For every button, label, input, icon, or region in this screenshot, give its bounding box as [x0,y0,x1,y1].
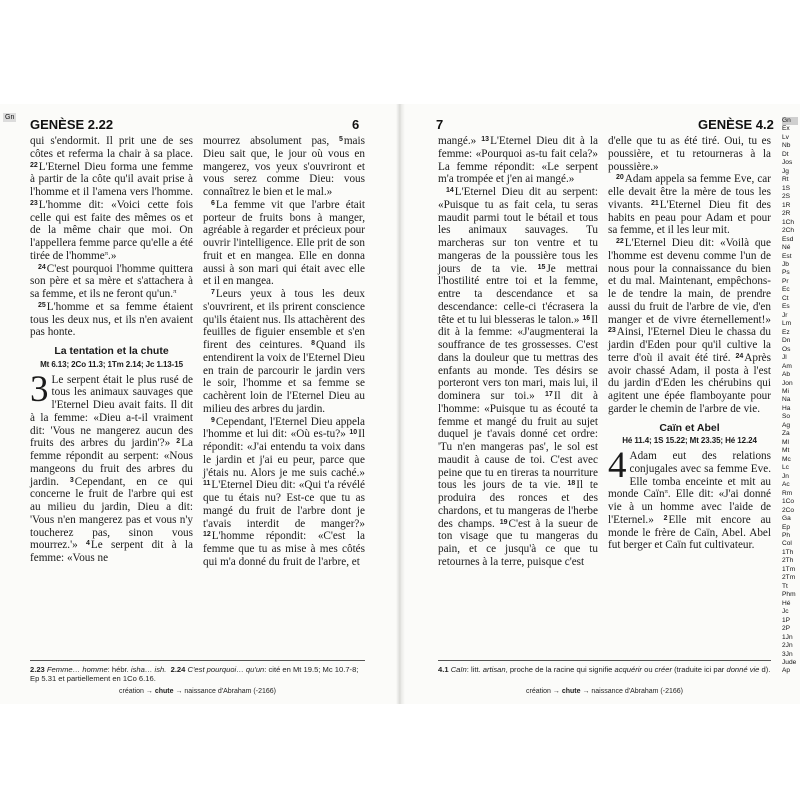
left-footnotes: 2.23 Femme… homme: hébr. isha… ish. 2.24 C'est pourquoi… qu'un: cité en Mt 19.5; Mc 10.7-8; Ep 5.31 et partiellement en 1Co 6.16. [30,665,359,683]
chapter-number: 4 [608,445,627,486]
book-index-item[interactable]: 2Ch [782,227,795,235]
book-index-item[interactable]: 2P [782,625,791,633]
book-index-item[interactable]: Ep [782,523,791,531]
book-index-item[interactable]: 2Tm [782,574,796,582]
book-index-item[interactable]: Esd [782,235,794,243]
book-index-item[interactable]: Mt [782,447,790,455]
book-index-item[interactable]: Jc [782,608,789,616]
chapter-number: 3 [30,368,49,410]
verse-text: $^{22}$L'Eternel Dieu dit: «Voilà que l'homme est devenu comme l'un de nous pour la connaissance du bien et du mal. Maintenant, empêchons-le de tendre la main, de prendre aussi du fruit de l'arbre de vie, d'en manger et de vivre éternellement!» $^{23}$Ainsi, l'Eternel Dieu le chassa du jardin d'Eden pour qu'il cultive la terre d'où il avait été tiré. $^{24}$Après avoir chassé Adam, il posta à l'est du jardin d'Eden les chérubins qui agitent une épée flamboyante pour garder le chemin de l'arbre de vie. [608,237,771,415]
right-page-number: 7 [436,117,444,132]
book-index-item[interactable]: Jl [782,354,787,362]
book-index-item[interactable]: Jude [782,659,797,666]
book-index-item[interactable]: Os [782,345,791,353]
book-index-item[interactable]: Ph [782,531,791,539]
section-cross-references: Mt 6.13; 2Co 11.3; 1Tm 2.14; Jc 1.13-15 [40,359,183,369]
book-index-item[interactable]: 3Jn [782,650,793,658]
footnote-marker: π [104,249,109,257]
footnote-rule [30,660,365,661]
book-index-item[interactable]: Hé [782,599,791,607]
book-index-item[interactable]: Phm [782,591,796,599]
book-index-item[interactable]: Na [782,396,791,404]
arrow-right-icon: → [145,688,153,695]
book-index-item[interactable]: Lm [782,320,792,328]
book-index-item[interactable]: Jg [782,167,789,175]
book-index-item[interactable]: 1P [782,616,791,624]
book-index-item[interactable]: Dt [782,150,789,158]
footnote-rule [438,660,771,661]
chapter-4-text: 4 Adam eut des relations conjugales avec sa femme Eve. Elle tomba enceinte et mit au monde Caïn$^\pi$. Elle dit: «J'ai donné vie à un homme avec l'aide de l'Eternel.» $^2$Elle mit encore au monde le frère de Caïn, Abel. Abel fut berger et Caïn fut cultivateur. [608,445,772,552]
book-index-item[interactable]: Ex [782,125,790,133]
book-index-item[interactable]: Jon [782,379,793,387]
book-index-item[interactable]: Jn [782,472,789,480]
book-index-item[interactable]: 2Jn [782,642,793,650]
verse-text: mourrez absolument pas, $^5$mais Dieu sait que, le jour où vous en mangerez, vos yeux s'ouvriront et vous serez comme Dieu: vous connaîtrez le bien et le mal.» [203,135,365,198]
left-column-2 [203,135,365,569]
book-index-item[interactable]: Ml [782,438,789,446]
book-index-item[interactable]: Ab [782,371,791,379]
book-index-item[interactable]: Jos [782,159,793,167]
book-index-item[interactable]: Rm [782,489,793,497]
book-index-item[interactable]: Est [782,252,792,260]
verse-text: d'elle que tu as été tiré. Oui, tu es poussière, et tu retourneras à la poussière.» [608,135,771,173]
book-index-item[interactable]: Né [782,244,791,252]
book-index-item[interactable]: Lc [782,464,789,472]
chapter-3-text: 3 Le serpent était le plus rusé de tous les animaux sauvages que l'Eternel Dieu avait faits. Il dit à la femme: «Dieu a-t-il vraiment dit: 'Vous ne mangerez aucun des fruits des arbres du jardin'?» $^2$La femme répondit au serpent: «Nous mangeons du fruit des arbres du jardin. $^3$Cependant, en ce qui concerne le fruit de l'arbre qui est au milieu du jardin, Dieu a dit: 'Vous n'en mangerez pas et vous n'y toucherez pas, sinon vous mourrez.'» $^4$Le serpent dit à la femme: «Vous ne [30,368,194,564]
book-index-item[interactable]: 1Jn [782,633,793,641]
verse-text: $^{14}$L'Eternel Dieu dit au serpent: «Puisque tu as fait cela, tu seras maudit parmi tout le bétail et tous les animaux sauvages. Tu marcheras sur ton ventre et tu mangeras de la poussière tous les jours de ta vie. $^{15}$Je mettrai l'hostilité entre toi et la femme, entre ta descendance et sa descendance: celle-ci t'écrasera la tête et tu lui blesseras le talon.» $^{16}$Il dit à la femme: «J'augmenterai la souffrance de tes grossesses. C'est dans la douleur que tu mettras des enfants au monde. Tes désirs se porteront vers ton mari, mais lui, il dominera sur toi.» $^{17}$Il dit à l'homme: «Puisque tu as écouté ta femme et mangé du fruit au sujet duquel je t'avais donné cet ordre: 'Tu n'en mangeras pas', le sol est maudit à cause de toi. C'est avec peine que tu en tireras ta nourriture tous les jours de ta vie. $^{18}$Il te produira des ronces et des chardons, et tu mangeras de l'herbe des champs. $^{19}$C'est à la sueur de ton visage que tu mangeras du pain, et ce jusqu'à ce que tu retournes à la terre, puisque c'est [438,186,599,568]
book-index-item[interactable]: Nb [782,142,791,150]
left-timeline: création → chute → naissance d'Abraham (-2166) [119,688,276,695]
right-column-2 [608,135,771,552]
book-index-item[interactable]: Jr [782,311,788,319]
left-column-1 [30,135,193,565]
footnote-marker: π [664,488,668,496]
right-running-header: GENÈSE 4.2 [698,117,774,132]
right-timeline: création → chute → naissance d'Abraham (-2166) [526,688,683,695]
book-index-item[interactable]: 1Tm [782,565,796,573]
book-index-item[interactable]: Mi [782,388,789,395]
verse-text: qui s'endormit. Il prit une de ses côtes et referma la chair à sa place. $^{22}$L'Eternel Dieu forma une femme à partir de la côte qu'il avait prise à l'homme et il l'amena vers l'homme. $^{23}$L'homme dit: «Voici cette fois celle qui est faite des mêmes os et de la même chair que moi. On l'appellera femme parce qu'elle a été tirée de l'homme$^\pi$.» [30,135,193,262]
book-index-item[interactable]: 1R [782,201,791,209]
book-index-item[interactable]: Ac [782,481,790,489]
section-cross-references: Hé 11.4; 1S 15.22; Mt 23.35; Hé 12.24 [622,436,757,446]
book-index-item[interactable]: Ec [782,286,790,294]
verse-text: $^{20}$Adam appela sa femme Eve, car elle devait être la mère de tous les vivants. $^{21}$L'Eternel Dieu fit des habits en peau pour Adam et pour sa femme, et il les leur mit. [608,173,771,237]
arrow-right-icon: → [175,688,183,695]
arrow-right-icon: → [582,688,590,695]
verse-text: mangé.» $^{13}$L'Eternel Dieu dit à la femme: «Pourquoi as-tu fait cela?» La femme répondit: «Le serpent m'a trompée et j'en ai mangé.» [438,135,598,186]
book-index-item[interactable]: 1S [782,184,791,192]
book-index-item[interactable]: Ha [782,404,791,412]
book-index-item[interactable]: 2Co [782,506,795,514]
page-gutter [396,104,405,704]
verse-text: $^6$La femme vit que l'arbre était porteur de fruits bons à manger, agréable à regarder et précieux pour ouvrir l'intelligence. Elle prit de son fruit et en mangea. Elle en donna aussi à son mari qui était avec elle et il en mangea. [203,198,365,288]
book-index-item[interactable]: 1Th [782,548,794,556]
book-index-tabs [782,117,798,676]
book-index-item[interactable]: Gn [782,117,798,125]
book-index-item[interactable]: Mc [782,455,791,463]
book-index-item[interactable]: Rt [782,176,789,184]
book-index-item[interactable]: Ct [782,294,789,302]
arrow-right-icon: → [552,688,560,695]
book-index-item[interactable]: Ez [782,328,790,336]
book-index-item[interactable]: Jb [782,260,789,268]
footnote-marker: π [173,288,177,295]
section-title: Caïn et Abel [659,421,720,434]
book-index-item[interactable]: Ap [782,667,791,675]
verse-text: $^{24}$C'est pourquoi l'homme quittera son père et sa mère et s'attachera à sa femme, et ils ne feront qu'un.$^\pi$ [30,262,193,300]
verse-text: $^9$Cependant, l'Eternel Dieu appela l'homme et lui dit: «Où es-tu?» $^{10}$Il répondit: «J'ai entendu ta voix dans le jardin et j'ai eu peur, parce que j'étais nu. Alors je me suis caché.» $^{11}$L'Eternel Dieu dit: «Qui t'a révélé que tu étais nu? Est-ce que tu as mangé du fruit de l'arbre dont je t'avais interdit de manger?» $^{12}$L'homme répondit: «C'est la femme que tu as mise à mes côtés qui m'a donné du fruit de l'arbre, et [203,415,366,568]
book-index-item[interactable]: Ag [782,421,791,429]
book-index-item[interactable]: 1Co [782,498,795,506]
left-page-number: 6 [352,117,360,132]
left-running-header: GENÈSE 2.22 [30,117,114,132]
book-index-item[interactable]: So [782,413,791,421]
book-index-item[interactable]: Ga [782,515,791,523]
book-index-item[interactable]: Ps [782,269,790,277]
book-index-item[interactable]: Za [782,430,790,438]
verse-text: $^7$Leurs yeux à tous les deux s'ouvrirent, et ils prirent conscience qu'ils étaient nus. Ils attachèrent des feuilles de figuier ensemble et s'en firent des ceintures. $^8$Quand ils entendirent la voix de l'Eternel Dieu en train de parcourir le jardin vers le soir, l'homme et sa femme se cachèrent loin de l'Eternel Dieu au milieu des arbres du jardin. [203,288,366,415]
book-index-item[interactable]: Dn [782,337,791,345]
book-index-item[interactable]: Lv [782,133,789,141]
book-tab-left[interactable]: Gn [5,114,15,121]
book-index-item[interactable]: Col [782,540,792,548]
book-index-item[interactable]: 2R [782,210,791,218]
section-title: La tentation et la chute [54,345,169,357]
verse-text: $^{25}$L'homme et sa femme étaient tous les deux nus, et ils n'en avaient pas honte. [30,300,193,339]
book-index-item[interactable]: Tt [782,582,788,590]
right-footnotes: 4.1 Caïn: litt. artisan, proche de la racine qui signifie acquérir ou créer (traduite ici par donné vie d). [438,665,771,674]
book-index-item[interactable]: 2Th [782,557,794,565]
book-index-item[interactable]: Am [782,362,792,370]
book-index-item[interactable]: 1Ch [782,218,795,226]
book-index-item[interactable]: Pr [782,277,789,285]
right-column-1 [438,135,598,569]
book-index-item[interactable]: Es [782,303,790,311]
book-index-item[interactable]: 2S [782,193,791,201]
